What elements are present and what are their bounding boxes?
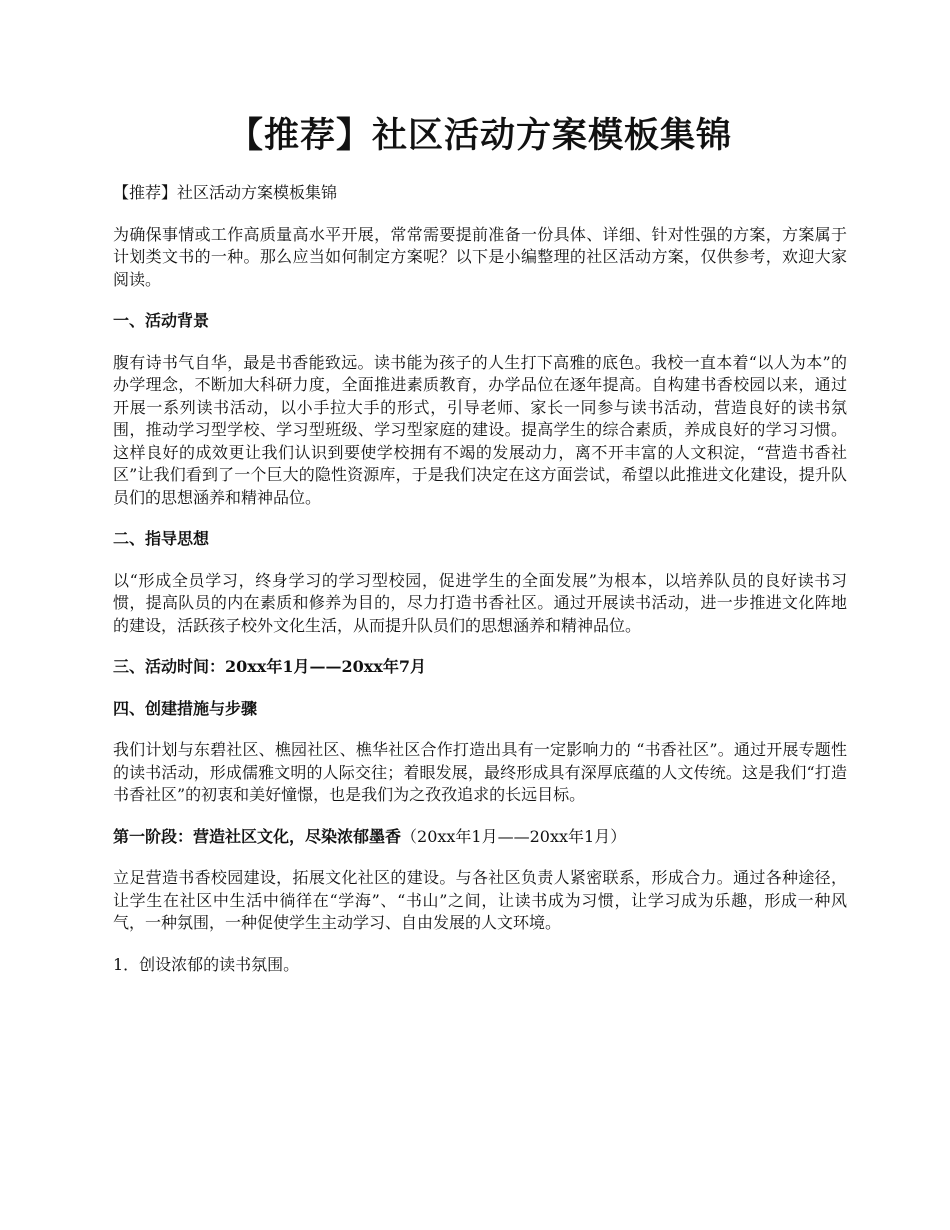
intro-paragraph: 为确保事情或工作高质量高水平开展，常常需要提前准备一份具体、详细、针对性强的方案，方案属于计划类文书的一种。那么应当如何制定方案呢？以下是小编整理的社区活动方案，仅供参考，欢迎大家阅读。: [113, 224, 847, 289]
document-page: [113, 110, 847, 995]
stage-heading-title: 第一阶段：营造社区文化，尽染浓郁墨香: [113, 826, 402, 846]
stage-heading-period: （20xx年1月——20xx年1月）: [401, 826, 627, 846]
section-body-guiding-thought: 以“形成全员学习，终身学习的学习型校园，促进学生的全面发展”为根本，以培养队员的良好读书习惯，提高队员的内在素质和修养为目的，尽力打造书香社区。通过开展读书活动，进一步推进文化阵地的建设，活跃孩子校外文化生活，从而提升队员们的思想涵养和精神品位。: [113, 570, 847, 635]
stage-body: 立足营造书香校园建设，拓展文化社区的建设。与各社区负责人紧密联系，形成合力。通过各种途径，让学生在社区中生活中徜徉在“学海”、“书山”之间，让读书成为习惯，让学习成为乐趣，形成一种风气，一种氛围，一种促使学生主动学习、自由发展的人文环境。: [113, 868, 847, 932]
document-subtitle: 【推荐】社区活动方案模板集锦: [113, 183, 338, 202]
section-heading-measures: 四、创建措施与步骤: [113, 698, 258, 718]
section-heading-background: 一、活动背景: [113, 311, 210, 330]
section-heading-activity-time: 三、活动时间：20xx年1月——20xx年7月: [113, 657, 426, 676]
stage-heading: [113, 826, 847, 849]
section-body-background: 腹有诗书气自华，最是书香能致远。读书能为孩子的人生打下高雅的底色。我校一直本着“以人为本”的办学理念，不断加大科研力度，全面推进素质教育，办学品位在逐年提高。自构建书香校园以来，通过开展一系列读书活动，以小手拉大手的形式，引导老师、家长一同参与读书活动，营造良好的读书氛围，推动学习型学校、学习型班级、学习型家庭的建设。提高学生的综合素质，养成良好的学习习惯。这样良好的成效更让我们认识到要使学校拥有不竭的发展动力，离不开丰富的人文积淀，“营造书香社区”让我们看到了一个巨大的隐性资源库，于是我们决定在这方面尝试，希望以此推进文化建设，提升队员们的思想涵养和精神品位。: [113, 352, 847, 507]
document-title: 【推荐】社区活动方案模板集锦: [227, 115, 732, 156]
list-item: 1．创设浓郁的读书氛围。: [113, 954, 300, 974]
section-body-measures: 我们计划与东碧社区、樵园社区、樵华社区合作打造出具有一定影响力的 “书香社区”。通过开展专题性的读书活动，形成儒雅文明的人际交往；着眼发展，最终形成具有深厚底蕴的人文传统。这是我们“打造书香社区”的初衷和美好憧憬，也是我们为之孜孜追求的长远目标。: [113, 740, 847, 804]
section-heading-guiding-thought: 二、指导思想: [113, 529, 210, 548]
